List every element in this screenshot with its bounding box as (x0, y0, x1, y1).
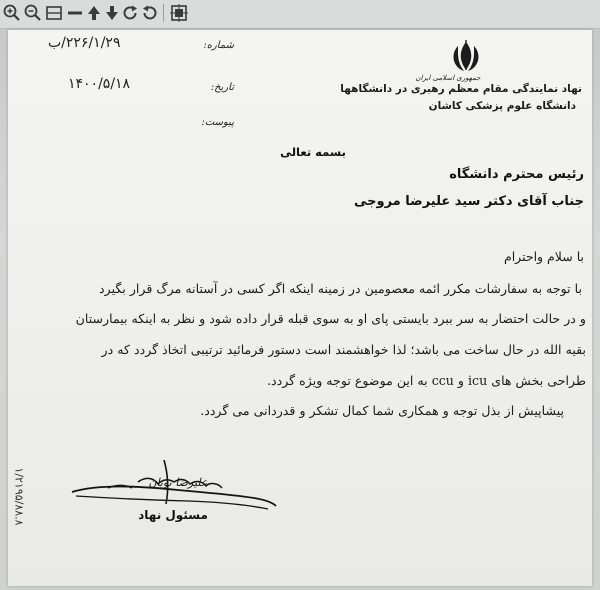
toolbar-separator (163, 4, 164, 22)
body-line-2: و در حالت احتضار به سر ببرد بایستی پای او به سوی قبله قرار داده شود و نظر به اینکه بیمارستان (75, 311, 586, 326)
minus-icon[interactable] (65, 3, 85, 23)
recipient-line-1: رئیس محترم دانشگاه (449, 167, 584, 182)
recipient-line-2: جناب آقای دکتر سید علیرضا مروجی (353, 194, 584, 209)
greeting: با سلام واحترام (503, 249, 584, 264)
signer-title: مسئول نهاد (138, 508, 208, 522)
number-label: شماره: (203, 40, 234, 51)
fit-window-icon[interactable] (44, 3, 64, 23)
iran-emblem-icon (446, 39, 486, 73)
org-line-1: نهاد نمایندگی مقام معظم رهبری در دانشگاهها (340, 83, 582, 95)
attachment-label: پیوست: (201, 117, 234, 128)
up-arrow-icon[interactable] (84, 3, 104, 23)
body-line-4: طراحی بخش های icu و ccu به این موضوع توجه ویژه گردد. (267, 373, 586, 388)
emblem-caption: جمهوری اسلامی ایران (415, 74, 481, 82)
zoom-out-icon[interactable] (23, 3, 43, 23)
rotate-right-icon[interactable] (140, 3, 160, 23)
salutation-top: بسمه تعالی (280, 145, 346, 159)
body-line-3: بقیه الله در حال ساخت می باشد؛ لذا خواهشمند است دستور فرمائید ترتیبی اتخاذ گردد که در (101, 342, 586, 357)
date-value: ۱۴۰۰/۵/۱۸ (68, 76, 131, 92)
number-value: ۲۲۶/۱/۲۹/ب (48, 35, 121, 51)
zoom-in-icon[interactable] (2, 3, 22, 23)
settings-icon[interactable] (169, 3, 189, 23)
body-line-1: با توجه به سفارشات مکرر ائمه معصومین در زمینه اینکه اگر کسی در آستانه مرگ قرار بگیرد (99, 281, 582, 296)
body-line-5: پیشاپیش از بذل توجه و همکاری شما کمال تشکر و قدردانی می گردد. (200, 403, 564, 418)
rotate-left-icon[interactable] (120, 3, 140, 23)
date-label: تاریخ: (210, 82, 234, 93)
letter-page (8, 30, 592, 586)
side-document-code: ۱/۲۱۹۵/۸۸.۸ (12, 467, 26, 526)
viewer-toolbar (0, 0, 600, 29)
signer-name: علیرضا نوبان (148, 476, 208, 489)
down-arrow-icon[interactable] (102, 3, 122, 23)
org-line-2: دانشگاه علوم پزشکی کاشان (428, 100, 576, 112)
